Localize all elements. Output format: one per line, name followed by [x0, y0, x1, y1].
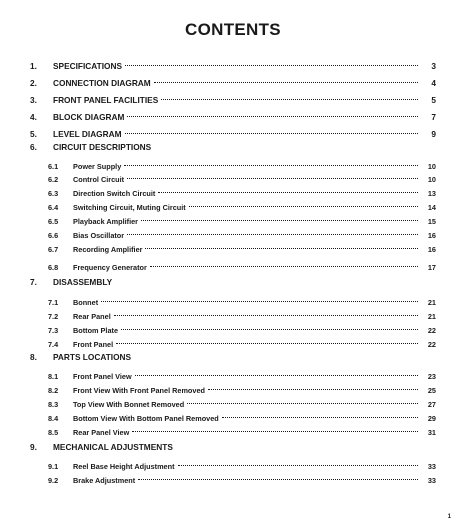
dot-leader: [154, 73, 420, 86]
dot-leader: [135, 366, 420, 379]
dot-leader: [127, 107, 420, 120]
entry-page-number: 21: [427, 312, 436, 321]
entry-page-number: 22: [427, 326, 436, 335]
dot-leader: [222, 408, 420, 421]
entry-title: Control Circuit: [73, 175, 125, 184]
entry-number: 1.: [30, 61, 37, 71]
entry-title: CIRCUIT DESCRIPTIONS: [53, 142, 152, 152]
toc-subsection: [48, 169, 436, 182]
entry-title: Front Panel: [73, 340, 114, 349]
toc-subsection: [48, 422, 436, 435]
entry-number: 7.4: [48, 340, 59, 349]
dot-leader: [124, 156, 420, 169]
toc-section: [30, 351, 436, 364]
dot-leader: [145, 239, 420, 252]
entry-title: Switching Circuit, Muting Circuit: [73, 203, 186, 212]
entry-page-number: 13: [427, 189, 436, 198]
entry-title: Rear Panel View: [73, 428, 130, 437]
entry-page-number: 5: [431, 95, 436, 105]
toc-section: [30, 141, 436, 154]
entry-page-number: 22: [427, 340, 436, 349]
entry-title: Frequency Generator: [73, 263, 147, 272]
entry-number: 8.5: [48, 428, 59, 437]
entry-number: 8.: [30, 352, 37, 362]
entry-page-number: 16: [427, 231, 436, 240]
entry-title: Bottom Plate: [73, 326, 118, 335]
entry-title: Reel Base Height Adjustment: [73, 462, 175, 471]
toc-subsection: [48, 211, 436, 224]
entry-page-number: 9: [431, 129, 436, 139]
entry-title: Top View With Bonnet Removed: [73, 400, 185, 409]
entry-number: 7.: [30, 277, 37, 287]
entry-title: Rear Panel: [73, 312, 111, 321]
toc-subsection: [48, 456, 436, 469]
entry-page-number: 21: [427, 298, 436, 307]
toc-subsection: [48, 320, 436, 333]
entry-title: Bonnet: [73, 298, 99, 307]
entry-page-number: 33: [427, 476, 436, 485]
entry-number: 8.1: [48, 372, 59, 381]
entry-title: BLOCK DIAGRAM: [53, 112, 125, 122]
dot-leader: [208, 380, 420, 393]
entry-page-number: 3: [431, 61, 436, 71]
entry-page-number: 23: [427, 372, 436, 381]
toc-section: [30, 107, 436, 120]
entry-title: CONNECTION DIAGRAM: [53, 78, 151, 88]
page-title: CONTENTS: [185, 20, 281, 39]
dot-leader: [121, 320, 420, 333]
entry-page-number: 29: [427, 414, 436, 423]
entry-title: Bottom View With Bottom Panel Removed: [73, 414, 219, 423]
dot-leader: [116, 334, 420, 347]
toc-subsection: [48, 366, 436, 379]
dot-leader: [127, 225, 420, 238]
entry-number: 6.: [30, 142, 37, 152]
toc-subsection: [48, 394, 436, 407]
entry-page-number: 7: [431, 112, 436, 122]
dot-leader: [127, 169, 420, 182]
entry-number: 4.: [30, 112, 37, 122]
entry-title: Recording Amplifier: [73, 245, 143, 254]
entry-title: FRONT PANEL FACILITIES: [53, 95, 159, 105]
toc-section: [30, 441, 436, 454]
entry-number: 9.1: [48, 462, 59, 471]
entry-number: 6.2: [48, 175, 59, 184]
dot-leader: [132, 422, 420, 435]
entry-number: 8.4: [48, 414, 59, 423]
entry-title: SPECIFICATIONS: [53, 61, 122, 71]
toc-section: [30, 90, 436, 103]
dot-leader: [150, 257, 420, 270]
entry-number: 9.: [30, 442, 37, 452]
page-number: 1: [447, 514, 451, 520]
entry-page-number: 31: [427, 428, 436, 437]
toc-section: [30, 73, 436, 86]
entry-page-number: 25: [427, 386, 436, 395]
toc-subsection: [48, 292, 436, 305]
toc-section: [30, 56, 436, 69]
entry-number: 2.: [30, 78, 37, 88]
toc-subsection: [48, 225, 436, 238]
toc-subsection: [48, 470, 436, 483]
dot-leader: [101, 292, 420, 305]
entry-title: LEVEL DIAGRAM: [53, 129, 122, 139]
entry-number: 6.6: [48, 231, 59, 240]
toc-section: [30, 124, 436, 137]
dot-leader: [178, 456, 420, 469]
entry-title: MECHANICAL ADJUSTMENTS: [53, 442, 173, 452]
dot-leader: [125, 124, 420, 137]
entry-title: Front View With Front Panel Removed: [73, 386, 205, 395]
entry-number: 6.3: [48, 189, 59, 198]
entry-page-number: 15: [427, 217, 436, 226]
entry-title: PARTS LOCATIONS: [53, 352, 132, 362]
dot-leader: [161, 90, 420, 103]
entry-number: 7.2: [48, 312, 59, 321]
entry-page-number: 4: [431, 78, 436, 88]
entry-page-number: 27: [427, 400, 436, 409]
toc-subsection: [48, 408, 436, 421]
dot-leader: [125, 56, 420, 69]
entry-number: 6.1: [48, 162, 59, 171]
entry-page-number: 10: [427, 162, 436, 171]
entry-number: 5.: [30, 129, 37, 139]
entry-number: 8.3: [48, 400, 59, 409]
entry-title: Brake Adjustment: [73, 476, 136, 485]
entry-page-number: 17: [427, 263, 436, 272]
toc-subsection: [48, 183, 436, 196]
toc-subsection: [48, 334, 436, 347]
entry-number: 7.3: [48, 326, 59, 335]
toc-section: [30, 276, 436, 289]
entry-number: 7.1: [48, 298, 59, 307]
dot-leader: [158, 183, 420, 196]
entry-title: DISASSEMBLY: [53, 277, 113, 287]
entry-number: 3.: [30, 95, 37, 105]
entry-title: Direction Switch Circuit: [73, 189, 156, 198]
dot-leader: [114, 306, 420, 319]
entry-number: 6.8: [48, 263, 59, 272]
dot-leader: [189, 197, 420, 210]
entry-title: Bias Oscillator: [73, 231, 125, 240]
entry-title: Playback Amplifier: [73, 217, 139, 226]
toc-subsection: [48, 197, 436, 210]
entry-number: 6.7: [48, 245, 59, 254]
toc-subsection: [48, 257, 436, 270]
entry-page-number: 14: [427, 203, 436, 212]
dot-leader: [141, 211, 420, 224]
toc-subsection: [48, 156, 436, 169]
toc-subsection: [48, 239, 436, 252]
dot-leader: [138, 470, 420, 483]
toc-subsection: [48, 380, 436, 393]
dot-leader: [187, 394, 420, 407]
entry-number: 9.2: [48, 476, 59, 485]
entry-title: Power Supply: [73, 162, 122, 171]
entry-page-number: 10: [427, 175, 436, 184]
entry-number: 8.2: [48, 386, 59, 395]
toc-subsection: [48, 306, 436, 319]
entry-number: 6.5: [48, 217, 59, 226]
entry-title: Front Panel View: [73, 372, 132, 381]
entry-page-number: 33: [427, 462, 436, 471]
entry-page-number: 16: [427, 245, 436, 254]
entry-number: 6.4: [48, 203, 59, 212]
